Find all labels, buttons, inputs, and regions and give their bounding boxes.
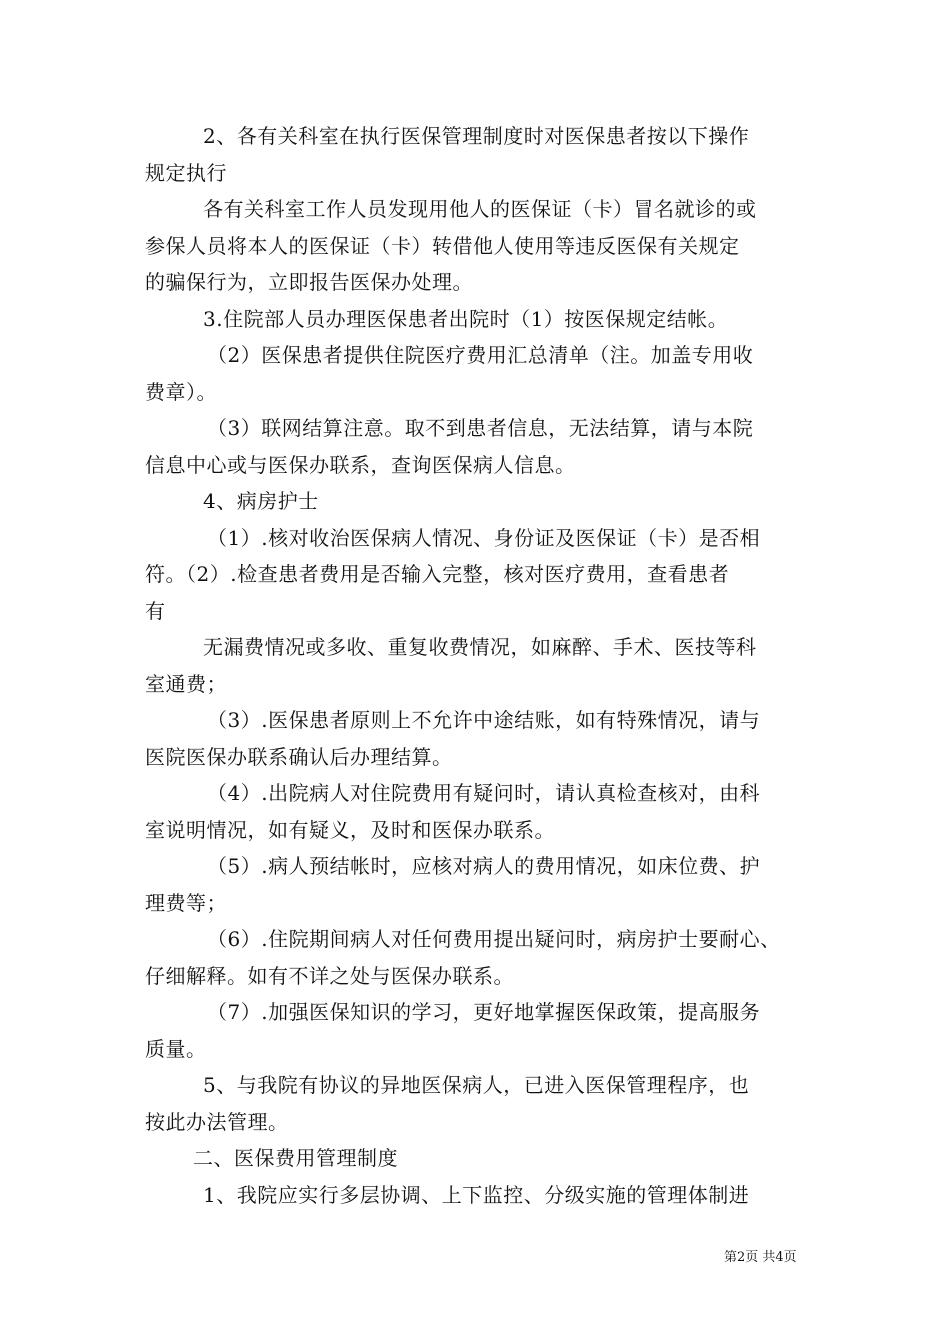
paragraph-line: 有 [145,598,166,623]
paragraph-line: 4、病房护士 [203,489,319,513]
paragraph-line: 仔细解释。如有不详之处与医保办联系。 [145,963,514,988]
paragraph-line: 室说明情况，如有疑义，及时和医保办联系。 [145,817,555,842]
paragraph-line: 无漏费情况或多收、重复收费情况，如麻醉、手术、医技等科 [203,635,757,659]
paragraph-line: 符。（2）.检查患者费用是否输入完整，核对医疗费用，查看患者 [145,562,730,586]
paragraph-line: 的骗保行为，立即报告医保办处理。 [145,270,473,294]
paragraph-line: （7）.加强医保知识的学习，更好地掌握医保政策，提高服务 [207,1000,761,1024]
paragraph-line: 3.住院部人员办理医保患者出院时（1）按医保规定结帐。 [203,306,729,331]
paragraph-line: （5）.病人预结帐时，应核对病人的费用情况，如床位费、护 [207,854,761,878]
paragraph-line: （2）医保患者提供住院医疗费用汇总清单（注。加盖专用收 [207,343,754,367]
paragraph-line: （3）联网结算注意。取不到患者信息，无法结算，请与本院 [207,416,754,440]
page-number-footer: 第2页 共4页 [724,1250,797,1265]
paragraph-line: 费章）。 [145,379,217,404]
paragraph-line: 质量。 [145,1036,207,1061]
paragraph-line: 参保人员将本人的医保证（卡）转借他人使用等违反医保有关规定 [145,233,740,258]
section-heading: 二、医保费用管理制度 [193,1146,398,1170]
paragraph-line: 信息中心或与医保办联系，查询医保病人信息。 [145,452,576,477]
paragraph-line: 2、各有关科室在执行医保管理制度时对医保患者按以下操作 [203,124,750,148]
paragraph-line: （4）.出院病人对住院费用有疑问时，请认真检查核对，由科 [207,781,761,805]
paragraph-line: （6）.住院期间病人对任何费用提出疑问时，病房护士要耐心、 [207,927,781,951]
paragraph-line: 室通费； [145,671,227,696]
paragraph-line: 理费等； [145,890,227,915]
paragraph-line: （3）.医保患者原则上不允许中途结账，如有特殊情况，请与 [207,708,761,732]
paragraph-line: 5、与我院有协议的异地医保病人，已进入医保管理程序，也 [203,1073,750,1097]
paragraph-line: （1）.核对收治医保病人情况、身份证及医保证（卡）是否相 [207,525,761,550]
paragraph-line: 1、我院应实行多层协调、上下监控、分级实施的管理体制进 [203,1182,750,1207]
paragraph-line: 规定执行 [145,160,227,185]
paragraph-line: 按此办法管理。 [145,1109,289,1134]
paragraph-line: 各有关科室工作人员发现用他人的医保证（卡）冒名就诊的或 [203,197,757,221]
document-body [145,118,825,1213]
paragraph-line: 医院医保办联系确认后办理结算。 [145,744,453,769]
